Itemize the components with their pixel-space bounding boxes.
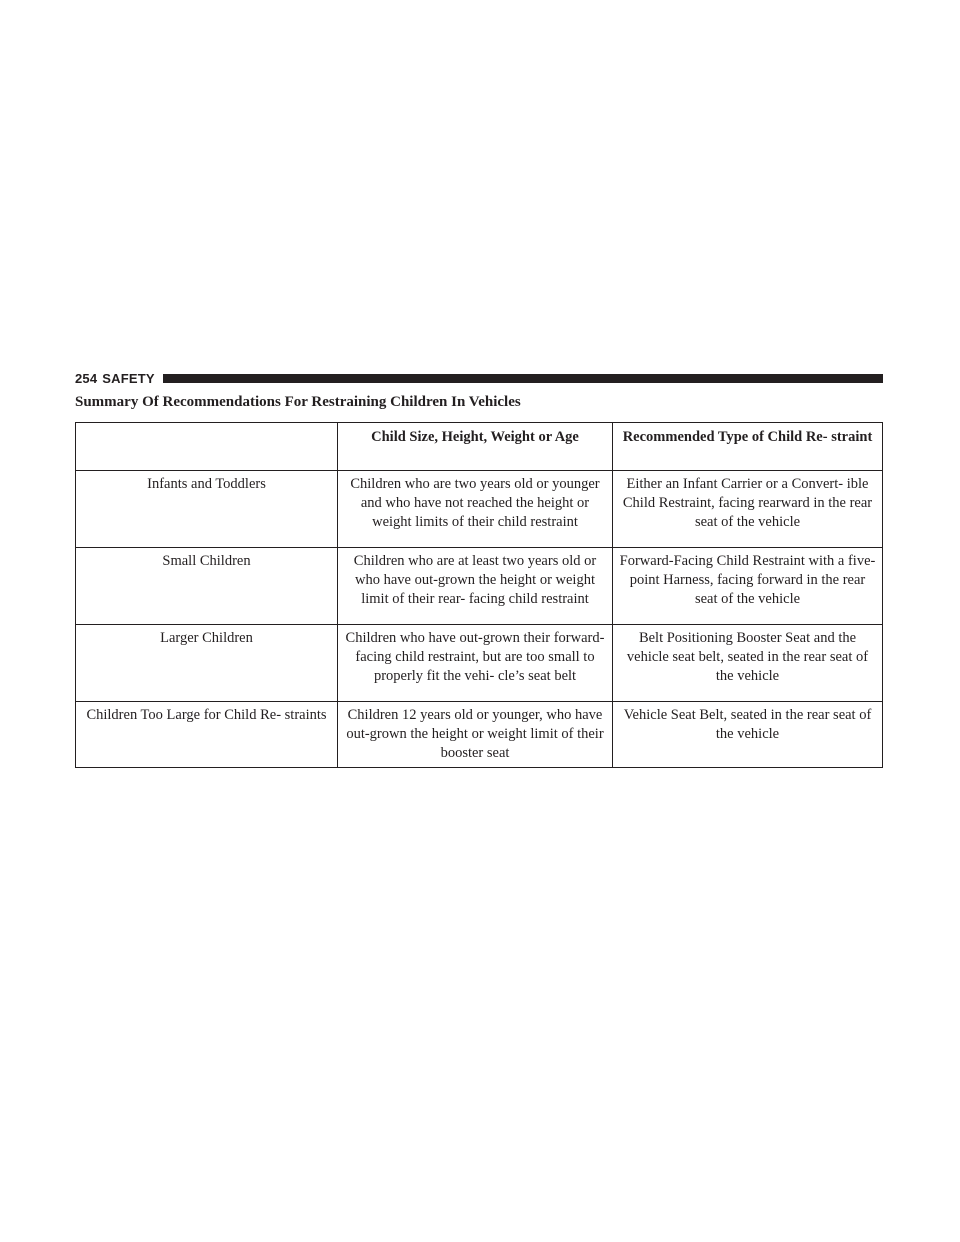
header-category xyxy=(76,423,338,471)
table-header-row xyxy=(76,423,883,471)
header-rule xyxy=(163,374,883,383)
header-size: Child Size, Height, Weight or Age xyxy=(338,423,613,471)
cell-category: Small Children xyxy=(76,548,338,625)
table-row xyxy=(76,548,883,625)
table-row xyxy=(76,625,883,702)
cell-category: Infants and Toddlers xyxy=(76,471,338,548)
cell-restraint: Belt Positioning Booster Seat and the vehicle seat belt, seated in the rear seat of the vehicle xyxy=(613,625,883,702)
table-row xyxy=(76,702,883,768)
cell-restraint: Forward-Facing Child Restraint with a five-point Harness, facing forward in the rear seat of the vehicle xyxy=(613,548,883,625)
cell-category: Children Too Large for Child Re- straints xyxy=(76,702,338,768)
table-row xyxy=(76,471,883,548)
cell-size: Children who are two years old or younger and who have not reached the height or weight limits of their child restraint xyxy=(338,471,613,548)
section-name: SAFETY xyxy=(102,370,155,386)
header-restraint: Recommended Type of Child Re- straint xyxy=(613,423,883,471)
cell-size: Children 12 years old or younger, who have out-grown the height or weight limit of their booster seat xyxy=(338,702,613,768)
page-header xyxy=(75,368,883,388)
page-number: 254 xyxy=(75,370,98,386)
cell-category: Larger Children xyxy=(76,625,338,702)
cell-restraint: Either an Infant Carrier or a Convert- ible Child Restraint, facing rearward in the rear seat of the vehicle xyxy=(613,471,883,548)
cell-restraint: Vehicle Seat Belt, seated in the rear seat of the vehicle xyxy=(613,702,883,768)
cell-size: Children who have out-grown their forward-facing child restraint, but are too small to properly fit the vehi- cle’s seat belt xyxy=(338,625,613,702)
cell-size: Children who are at least two years old or who have out-grown the height or weight limit of their rear- facing child restraint xyxy=(338,548,613,625)
table-title: Summary Of Recommendations For Restraining Children In Vehicles xyxy=(75,394,521,410)
recommendations-table xyxy=(75,422,883,768)
